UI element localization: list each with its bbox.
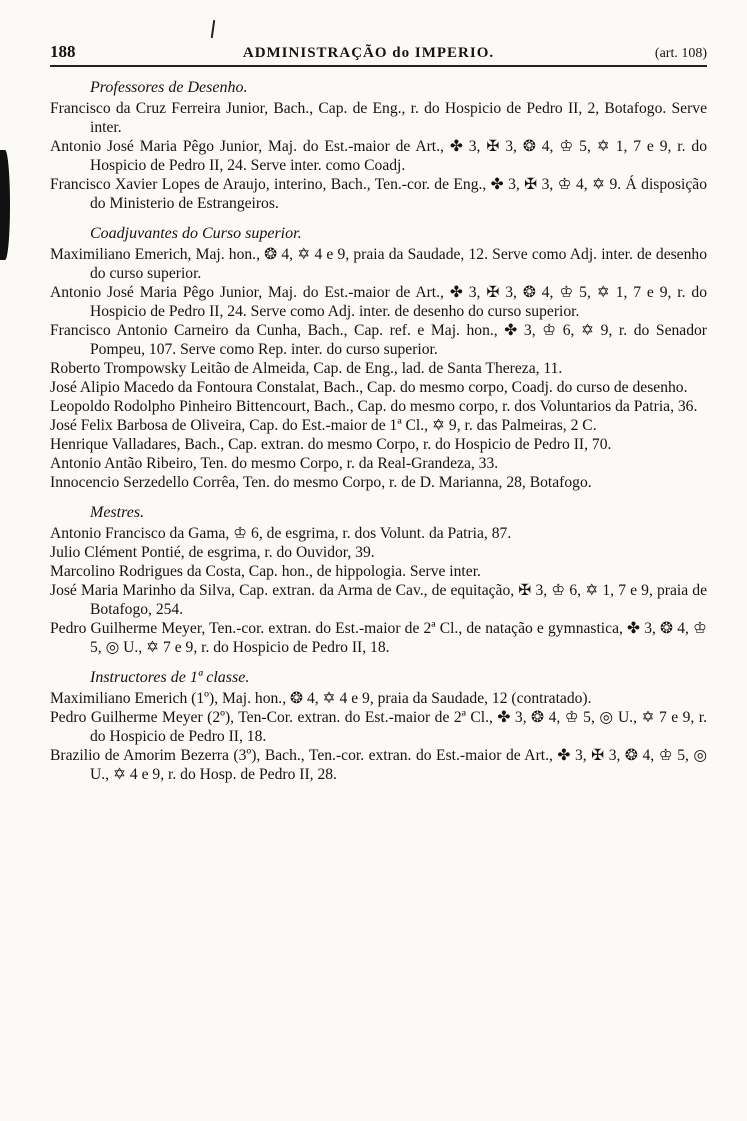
list-item: José Felix Barbosa de Oliveira, Cap. do Est.-maior de 1ª Cl., ✡ 9, r. das Palmeiras, 2 C. [50, 417, 597, 434]
section-instructores [50, 669, 707, 784]
list-item: Maximiliano Emerich (1º), Maj. hon., ❂ 4, ✡ 4 e 9, praia da Saudade, 12 (contratado). [50, 690, 592, 707]
article-ref: (art. 108) [654, 46, 707, 61]
list-item: Maximiliano Emerich, Maj. hon., ❂ 4, ✡ 4 e 9, praia da Saudade, 12. Serve como Adj. inter. de desenho do curso superior. [50, 246, 707, 282]
list-item: Pedro Guilherme Meyer, Ten.-cor. extran. do Est.-maior de 2ª Cl., de natação e gymnastica, ✤ 3, ❂ 4, ♔ 5, ◎ U., ✡ 7 e 9, r. do Hospicio de Pedro II, 18. [50, 620, 707, 656]
list-item: Antonio José Maria Pêgo Junior, Maj. do Est.-maior de Art., ✤ 3, ✠ 3, ❂ 4, ♔ 5, ✡ 1, 7 e 9, r. do Hospicio de Pedro II, 24. Serve como Adj. inter. de desenho do curso superior. [50, 284, 707, 320]
section-title: Coadjuvantes do Curso superior. [90, 225, 302, 242]
list-item: Roberto Trompowsky Leitão de Almeida, Cap. de Eng., lad. de Santa Thereza, 11. [50, 360, 563, 377]
list-item: Francisco da Cruz Ferreira Junior, Bach., Cap. de Eng., r. do Hospicio de Pedro II, 2, Botafogo. Serve inter. [50, 100, 707, 136]
ink-mark [211, 20, 215, 38]
list-item: Marcolino Rodrigues da Costa, Cap. hon., de hippologia. Serve inter. [50, 563, 481, 580]
edge-ink-blot [0, 150, 10, 260]
section-title: Instructores de 1ª classe. [90, 669, 250, 686]
section-coadjuvantes [50, 225, 707, 492]
list-item: Henrique Valladares, Bach., Cap. extran. do mesmo Corpo, r. do Hospicio de Pedro II, 70. [50, 436, 612, 453]
list-item: Francisco Antonio Carneiro da Cunha, Bach., Cap. ref. e Maj. hon., ✤ 3, ♔ 6, ✡ 9, r. do Senador Pompeu, 107. Serve como Rep. inter. do curso superior. [50, 322, 707, 358]
list-item: Julio Clément Pontié, de esgrima, r. do Ouvidor, 39. [50, 544, 375, 561]
list-item: Leopoldo Rodolpho Pinheiro Bittencourt, Bach., Cap. do mesmo corpo, r. dos Voluntarios da Patria, 36. [50, 398, 698, 415]
running-title: ADMINISTRAÇÃO do IMPERIO. [242, 45, 495, 61]
list-item: Pedro Guilherme Meyer (2º), Ten-Cor. extran. do Est.-maior de 2ª Cl., ✤ 3, ❂ 4, ♔ 5, ◎ U., ✡ 7 e 9, r. do Hospicio de Pedro II, 18. [50, 709, 707, 745]
page-header [50, 42, 707, 67]
section-mestres [50, 504, 707, 657]
list-item: Innocencio Serzedello Corrêa, Ten. do mesmo Corpo, r. de D. Marianna, 28, Botafogo. [50, 474, 592, 491]
section-professores [50, 79, 707, 213]
list-item: José Alipio Macedo da Fontoura Constalat, Bach., Cap. do mesmo corpo, Coadj. do curso de desenho. [50, 379, 688, 396]
list-item: Francisco Xavier Lopes de Araujo, interino, Bach., Ten.-cor. de Eng., ✤ 3, ✠ 3, ♔ 4, ✡ 9. Á disposição do Ministerio de Estrangeiros. [50, 176, 707, 212]
list-item: Antonio José Maria Pêgo Junior, Maj. do Est.-maior de Art., ✤ 3, ✠ 3, ❂ 4, ♔ 5, ✡ 1, 7 e 9, r. do Hospicio de Pedro II, 24. Serve inter. como Coadj. [50, 138, 707, 174]
list-item: Antonio Francisco da Gama, ♔ 6, de esgrima, r. dos Volunt. da Patria, 87. [50, 525, 512, 542]
section-title: Professores de Desenho. [90, 79, 248, 96]
list-item: Antonio Antão Ribeiro, Ten. do mesmo Corpo, r. da Real-Grandeza, 33. [50, 455, 499, 472]
list-item: Brazilio de Amorim Bezerra (3º), Bach., Ten.-cor. extran. do Est.-maior de Art., ✤ 3, ✠ 3, ❂ 4, ♔ 5, ◎ U., ✡ 4 e 9, r. do Hosp. de Pedro II, 28. [50, 747, 707, 783]
list-item: José Maria Marinho da Silva, Cap. extran. da Arma de Cav., de equitação, ✠ 3, ♔ 6, ✡ 1, 7 e 9, praia de Botafogo, 254. [50, 582, 707, 618]
section-title: Mestres. [90, 504, 145, 521]
page-number: 188 [50, 42, 76, 61]
